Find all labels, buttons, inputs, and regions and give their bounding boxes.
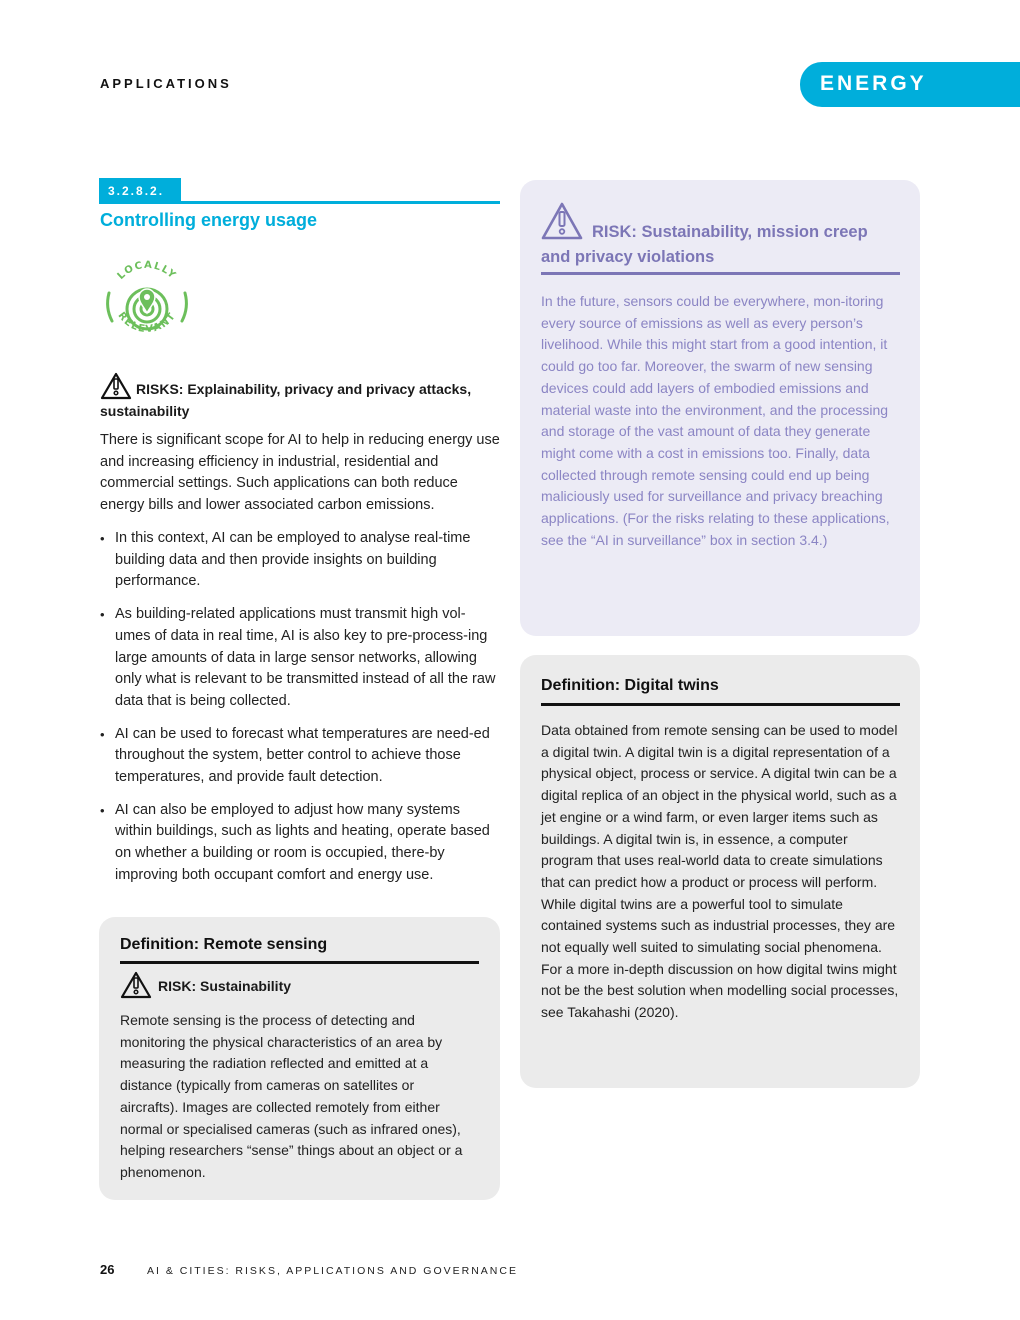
remote-sensing-title: Definition: Remote sensing bbox=[120, 936, 328, 953]
remote-sensing-text: Remote sensing is the process of detecting and monitoring the physical characteristics of an area by measuring the radiation reflected and emitted at a distance (typically from cameras on satellites or aircrafts). Images are collected remotely from either normal or specialised cameras (such as infrared ones), helping researchers “sense” things about an object or a phenomenon. bbox=[120, 1012, 463, 1180]
badge-top-text: LOCALLY bbox=[115, 259, 179, 282]
divider bbox=[541, 703, 900, 706]
risks-label: RISKS: Explainability, privacy and privacy attacks, sustainability bbox=[100, 372, 500, 422]
risk-box-title: RISK: Sustainability, mission creep and privacy violations bbox=[541, 223, 868, 266]
badge-bottom-text: RELEVANT bbox=[115, 310, 179, 336]
list-item: • AI can also be employed to adjust how many systems within buildings, such as lights and heating, operate based on whether a building or room is occupied, there-by improving both occupant comfort and energy use. bbox=[100, 800, 500, 887]
list-item: • As building-related applications must transmit high vol-umes of data in real time, AI is also key to pre-process-ing large amounts of data in large sensor networks, allowing only what is relevant to be transmitted instead of all the raw data that is being collected. bbox=[100, 604, 500, 713]
section-header-label: APPLICATIONS bbox=[100, 76, 232, 91]
digital-twins-title: Definition: Digital twins bbox=[541, 677, 719, 694]
energy-tab bbox=[800, 62, 1020, 107]
section-title: Controlling energy usage bbox=[100, 210, 318, 230]
energy-tab-label: ENERGY bbox=[820, 72, 927, 95]
locally-relevant-badge bbox=[100, 255, 194, 349]
list-item: • AI can be used to forecast what temperatures are need-ed throughout the system, better control to achieve those temperatures, and provide fault detection. bbox=[100, 724, 500, 789]
warning-icon bbox=[100, 372, 132, 400]
remote-sensing-risk bbox=[120, 971, 291, 999]
risks-line bbox=[100, 372, 500, 422]
intro-paragraph: There is significant scope for AI to help in reducing energy use and increasing efficiency in industrial, residential and commercial settings. Such applications can both reduce energy bills and lower associated carbon emissions. bbox=[100, 432, 500, 514]
risk-box-text: In the future, sensors could be everywhere, mon-itoring every source of emissions as well as every person’s livelihood. While this might start from a good intention, it could go too far. Moreover, the swarm of new sensing devices could add layers of embodied emissions and material waste into the environment, and the processing and storage of the vast amount of data they generate might come with a cost in emissions too. Finally, data collected through remote sensing could end up being maliciously used for surveillance and privacy breaching applications. (For the risks relating to these applications, see the “AI in surveillance” box in section 3.4.) bbox=[541, 293, 890, 548]
svg-text:LOCALLY bbox=[116, 260, 179, 282]
remote-sensing-risk-label: RISK: Sustainability bbox=[158, 978, 292, 994]
section-number-bar bbox=[99, 178, 500, 204]
footer-title: AI & CITIES: RISKS, APPLICATIONS AND GOVERNANCE bbox=[147, 1265, 518, 1277]
divider bbox=[120, 961, 479, 964]
digital-twins-text: Data obtained from remote sensing can be used to model a digital twin. A digital twin is a digital representation of a physical object, process or service. A digital twin can be a digital replica of an object in the physical world, such as a jet engine or a wind farm, or even larger items such as buildings. A digital twin is, in essence, a computer program that uses real-world data to create simulations that can predict how a product or process will perform. While digital twins are a powerful tool to simulate contained systems such as industrial processes, they are not equally well suited to simulating social phenomena. For a more in-depth discussion on how digital twins might not be the best solution when modelling social processes, see Takahashi (2020). bbox=[541, 722, 899, 1021]
list-item: • In this context, AI can be employed to analyse real-time building data and then provide insights on building performance. bbox=[100, 528, 500, 593]
page-number: 26 bbox=[100, 1262, 115, 1277]
risk-box-divider bbox=[541, 272, 900, 275]
section-number: 3.2.8.2. bbox=[99, 178, 181, 204]
bullet-list bbox=[100, 528, 500, 898]
warning-icon bbox=[120, 971, 152, 999]
